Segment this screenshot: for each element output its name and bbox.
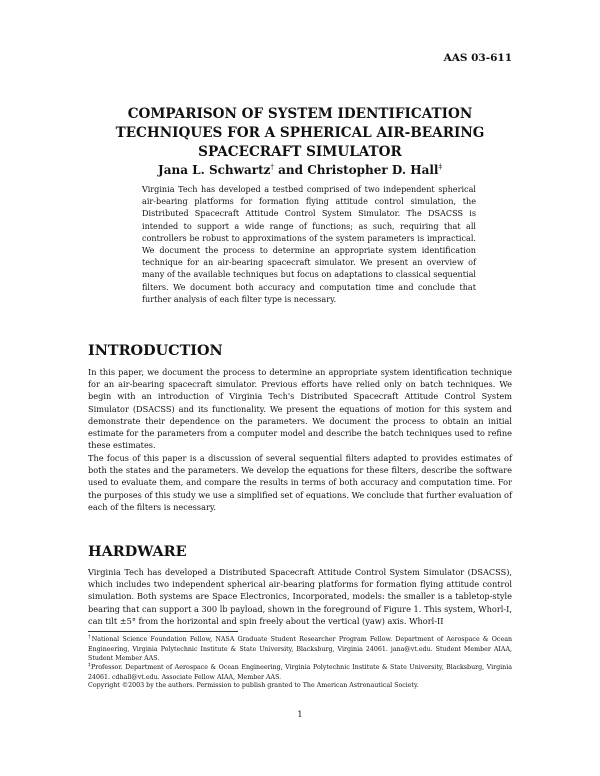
footnote-2-mark: ‡ <box>88 662 91 668</box>
section-heading-introduction: INTRODUCTION <box>88 342 223 359</box>
title-line-1: COMPARISON OF SYSTEM IDENTIFICATION <box>127 106 473 122</box>
intro-paragraph-1: In this paper, we document the process to determine an appropriate system identification technique for an air-bearing spacecraft simulator. Previous efforts have relied only on batch techniques. We begin with an introduction of Virginia Tech's Distributed Spacecraft Attitude Control System Simulator (DSACSS) and its functionality. We present the equations of motion for this system and demonstrate their dependence on the parameters. We document the process to obtain an initial estimate for the parameters from a computer model and describe the batch techniques used to refine these estimates. <box>88 367 512 451</box>
author-conjunction: and <box>278 163 303 177</box>
title-line-3: SPACECRAFT SIMULATOR <box>198 144 402 160</box>
author-1: Jana L. Schwartz <box>158 163 271 177</box>
footnote-2-text: Professor. Department of Aerospace & Ocean Engineering, Virginia Polytechnic Institute & State University, Blacksburg, Virginia 24061. cdhall@vt.edu. Associate Fellow AIAA, Member AAS. <box>88 664 512 681</box>
footnote-1 <box>88 633 512 663</box>
footnote-rule <box>88 631 238 632</box>
section-heading-hardware: HARDWARE <box>88 543 187 560</box>
footnote-1-mark: † <box>88 634 92 640</box>
hardware-paragraph-1: Virginia Tech has developed a Distributed Spacecraft Attitude Control System Simulator (DSACSS), which includes two independent spherical air-bearing platforms for formation flying attitude control simulation. Both systems are Space Electronics, Incorporated, models: the smaller is a tabletop-style bearing that can support a 300 lb payload, shown in the foreground of Figure 1. This system, Whorl-I, can tilt ±5° from the horizontal and spin freely about the vertical (yaw) axis. Whorl-II <box>88 567 512 626</box>
footnote-2 <box>88 661 512 682</box>
abstract: Virginia Tech has developed a testbed comprised of two independent spherical air-bearing platforms for formation flying attitude control simulation, the Distributed Spacecraft Attitude Control System Simulator. The DSACSS is intended to support a wide range of functions; as such, requiring that all controllers be robust to approximations of the system parameters is impractical. We document the process to determine an appropriate system identification technique for an air-bearing spacecraft simulator. We present an overview of many of the available techniques but focus on adaptations to classical sequential filters. We document both accuracy and computation time and conclude that further analysis of each filter type is necessary. <box>142 184 476 304</box>
page-number: 1 <box>297 710 303 720</box>
author-2-mark: ‡ <box>438 163 442 171</box>
intro-paragraph-2: The focus of this paper is a discussion of several sequential filters adapted to provides estimates of both the states and the parameters. We develop the equations for these filters, describe the software used to evaluate them, and compare the results in terms of both accuracy and computation time. For the purposes of this study we use a simplified set of equations. We conclude that further evaluation of each of the filters is necessary. <box>88 453 513 512</box>
title-line-2: TECHNIQUES FOR A SPHERICAL AIR-BEARING <box>115 125 485 141</box>
author-line <box>70 163 530 177</box>
author-1-mark: † <box>270 163 274 171</box>
copyright-notice: Copyright ©2003 by the authors. Permission to publish granted to The American Astronautical Society. <box>88 682 419 689</box>
footnote-1-text: National Science Foundation Fellow, NASA Graduate Student Researcher Program Fellow. Department of Aerospace & Ocean Engineering, Virginia Polytechnic Institute & State University, Blacksburg, Virginia 24061. jana@vt.edu. Student Member AIAA, Student Member AAS. <box>88 636 512 662</box>
author-2: Christopher D. Hall <box>307 163 439 177</box>
report-id: AAS 03-611 <box>443 52 512 64</box>
paper-title <box>70 105 530 162</box>
